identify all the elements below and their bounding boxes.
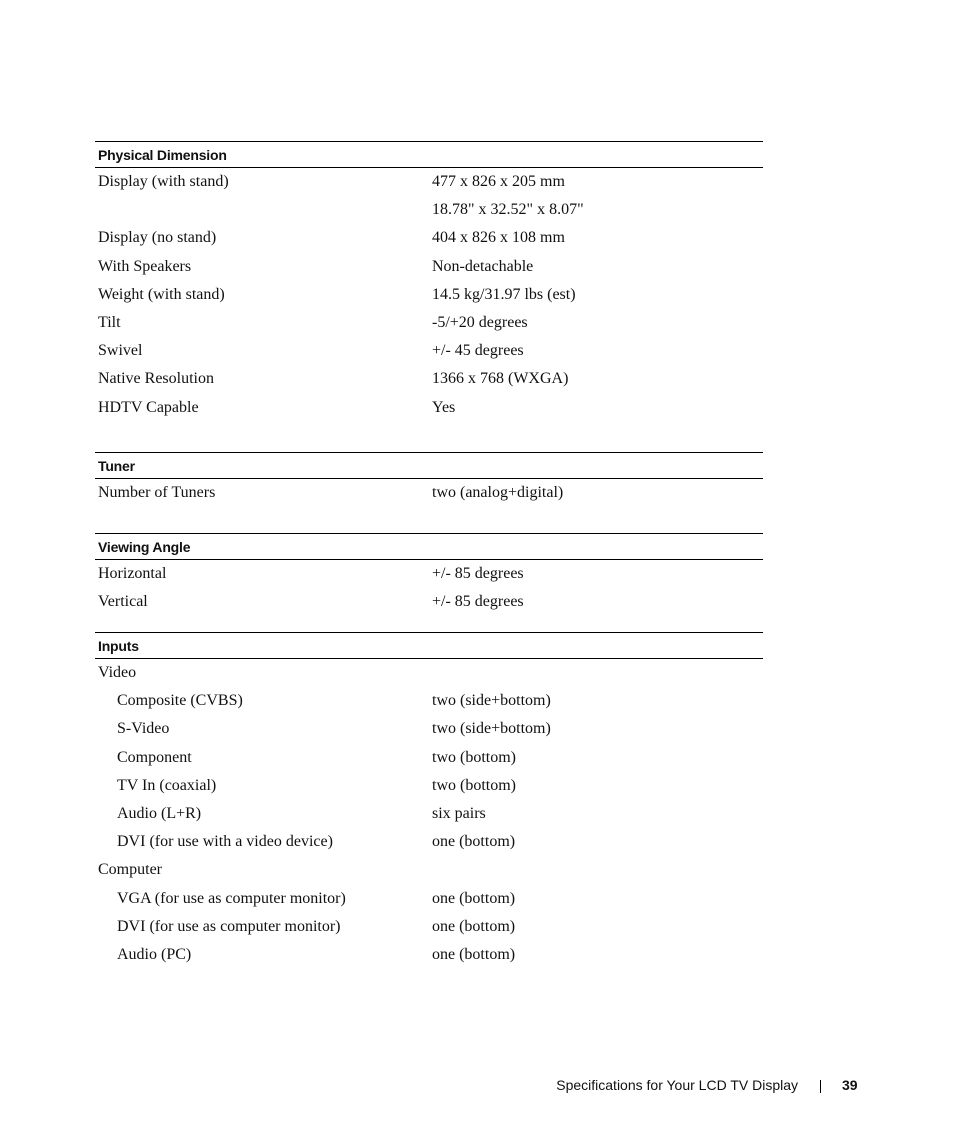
spec-label: Display (with stand) xyxy=(98,173,229,190)
spec-label: Component xyxy=(117,748,192,766)
spec-label: Swivel xyxy=(98,342,143,360)
spec-row xyxy=(95,772,763,800)
spec-row xyxy=(95,253,763,281)
spec-row xyxy=(95,828,763,856)
spec-row xyxy=(95,479,763,507)
spec-value: Non-detachable xyxy=(432,257,534,275)
spec-value: Yes xyxy=(432,398,456,416)
spec-row xyxy=(95,560,763,588)
spec-value: one (bottom) xyxy=(432,945,516,963)
spec-row xyxy=(95,744,763,772)
spec-row xyxy=(95,168,763,196)
spec-row xyxy=(95,365,763,393)
spec-row xyxy=(95,885,763,913)
spec-row xyxy=(95,715,763,743)
spec-value: one (bottom) xyxy=(432,917,516,935)
spec-label: Display (no stand) xyxy=(98,229,217,247)
spec-value: two (analog+digital) xyxy=(432,484,564,501)
spec-value: 404 x 826 x 108 mm xyxy=(432,229,565,247)
spec-label: Number of Tuners xyxy=(98,484,216,501)
spec-label: Horizontal xyxy=(98,565,167,582)
spec-value: +/- 85 degrees xyxy=(432,565,524,582)
spec-row xyxy=(95,913,763,941)
spec-label: Weight (with stand) xyxy=(98,285,225,303)
spec-row xyxy=(95,337,763,365)
spec-value: two (side+bottom) xyxy=(432,692,551,710)
spec-label: Audio (L+R) xyxy=(117,804,202,822)
spec-group-row xyxy=(95,856,763,884)
spec-value: 1366 x 768 (WXGA) xyxy=(432,370,569,388)
spec-value: two (side+bottom) xyxy=(432,720,551,738)
spec-label: Tilt xyxy=(98,313,121,331)
section-heading: Tuner xyxy=(95,452,763,479)
spec-value: -5/+20 degrees xyxy=(432,313,528,331)
spec-label: HDTV Capable xyxy=(98,398,199,416)
spec-label: DVI (for use as computer monitor) xyxy=(117,917,341,935)
spec-value: +/- 45 degrees xyxy=(432,342,524,360)
spec-row xyxy=(95,941,763,969)
spec-group-label: Video xyxy=(98,664,137,681)
spec-row xyxy=(95,687,763,715)
spec-value: two (bottom) xyxy=(432,748,516,766)
spec-row xyxy=(95,394,763,422)
spec-row xyxy=(95,281,763,309)
spec-value: two (bottom) xyxy=(432,776,516,794)
tuner-section xyxy=(95,452,763,507)
spec-value: +/- 85 degrees xyxy=(432,593,524,611)
inputs-section xyxy=(95,632,763,969)
spec-label: With Speakers xyxy=(98,257,192,275)
spec-value: six pairs xyxy=(432,804,486,822)
page-footer xyxy=(0,1075,954,1097)
spec-label: TV In (coaxial) xyxy=(117,776,217,794)
spec-value: 14.5 kg/31.97 lbs (est) xyxy=(432,285,576,303)
spec-label: DVI (for use with a video device) xyxy=(117,833,333,851)
spec-label: Native Resolution xyxy=(98,370,214,388)
spec-label: Audio (PC) xyxy=(117,945,192,963)
spec-value: 18.78" x 32.52" x 8.07" xyxy=(432,201,584,219)
spec-value: one (bottom) xyxy=(432,833,516,851)
spec-group-row xyxy=(95,659,763,687)
spec-group-label: Computer xyxy=(98,861,162,879)
spec-row xyxy=(95,588,763,616)
footer-title: Specifications for Your LCD TV Display xyxy=(556,1077,798,1093)
physical-dimension-section xyxy=(95,141,763,422)
footer-separator xyxy=(820,1080,821,1093)
spec-row xyxy=(95,196,763,224)
spec-value: 477 x 826 x 205 mm xyxy=(432,173,565,190)
spec-row xyxy=(95,224,763,252)
spec-value: one (bottom) xyxy=(432,889,516,907)
spec-label: S-Video xyxy=(117,720,170,738)
spec-label: Vertical xyxy=(98,593,148,611)
spec-row xyxy=(95,309,763,337)
spec-label: Composite (CVBS) xyxy=(117,692,243,710)
spec-row xyxy=(95,800,763,828)
spec-label: VGA (for use as computer monitor) xyxy=(117,889,346,907)
section-heading: Viewing Angle xyxy=(95,533,763,560)
section-heading: Inputs xyxy=(95,632,763,659)
section-heading: Physical Dimension xyxy=(95,141,763,168)
viewing-angle-section xyxy=(95,533,763,616)
page-number: 39 xyxy=(842,1077,858,1093)
